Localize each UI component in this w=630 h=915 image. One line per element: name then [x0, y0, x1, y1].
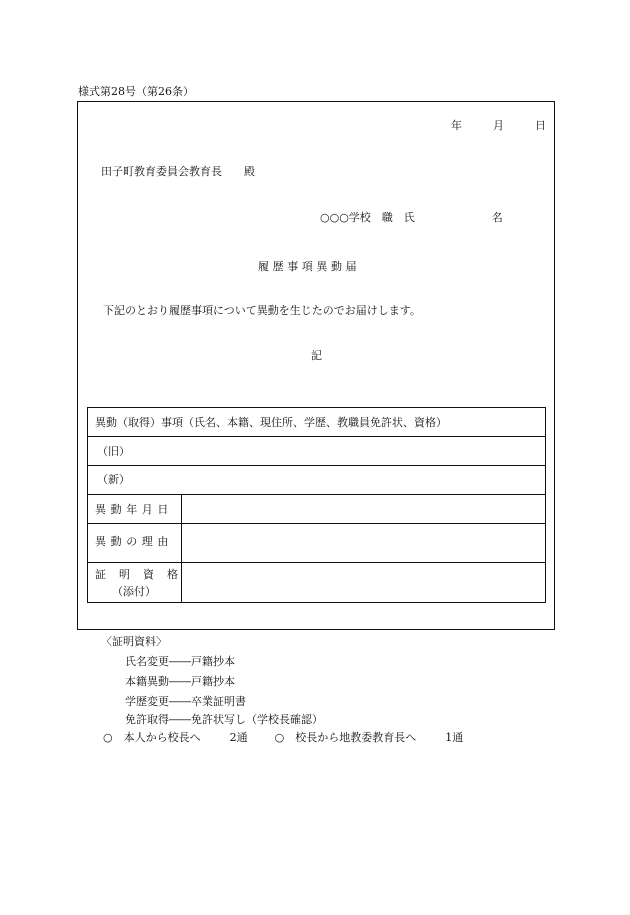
- copies-to-superintendent: ○ 校長から地教委教育長へ: [274, 731, 417, 744]
- copies-to-superintendent-count: 1通: [445, 731, 464, 744]
- reason-label: 異動の理由: [95, 535, 173, 548]
- sender-line: ○○○学校 職 氏 名: [320, 211, 503, 224]
- body-text: 下記のとおり履歴事項について異動を生じたのでお届けします。: [103, 304, 421, 317]
- row-divider: [88, 523, 545, 524]
- date-month: 月: [493, 119, 504, 132]
- copies-line: [103, 732, 463, 743]
- cert-label: 証明資格: [95, 568, 191, 581]
- row-divider: [88, 436, 545, 437]
- date-line: [451, 120, 546, 131]
- notes-title: 〈証明資料〉: [101, 635, 167, 648]
- table-header: 異動（取得）事項（氏名、本籍、現住所、学歴、教職員免許状、資格）: [95, 416, 447, 429]
- new-label: （新）: [97, 473, 130, 486]
- date-year: 年: [451, 119, 462, 132]
- note-item: 学歴変更――卒業証明書: [125, 695, 246, 708]
- copies-to-principal-count: 2通: [229, 731, 248, 744]
- ki-heading: 記: [311, 349, 322, 362]
- form-number: 様式第28号（第26条）: [78, 85, 194, 98]
- detail-table: [87, 407, 546, 603]
- note-item: 免許取得――免許状写し（学校長確認）: [125, 713, 323, 726]
- copies-to-principal: ○ 本人から校長へ: [103, 731, 201, 744]
- column-divider: [181, 494, 182, 602]
- document-title: 履歴事項異動届: [258, 260, 361, 273]
- row-divider: [88, 562, 545, 563]
- date-day: 日: [535, 119, 546, 132]
- addressee: 田子町教育委員会教育長 殿: [101, 165, 255, 178]
- old-label: （旧）: [97, 445, 130, 458]
- row-divider: [88, 465, 545, 466]
- date-label: 異動年月日: [95, 503, 173, 516]
- row-divider: [88, 494, 545, 495]
- cert-sub-label: （添付）: [112, 585, 156, 598]
- note-item: 氏名変更――戸籍抄本: [125, 655, 235, 668]
- note-item: 本籍異動――戸籍抄本: [125, 675, 235, 688]
